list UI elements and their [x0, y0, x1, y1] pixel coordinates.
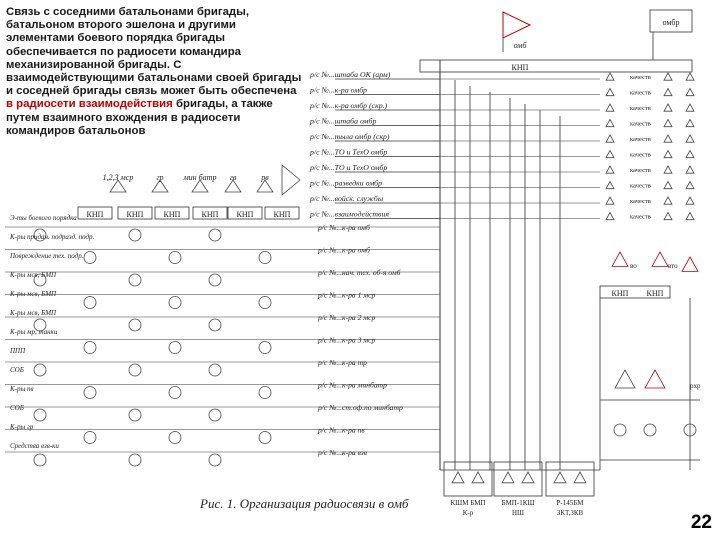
right-radio-node	[644, 424, 656, 436]
left-column-label: К-ры мсв, БМП	[10, 271, 57, 279]
radio-node-icon	[129, 454, 141, 466]
left-column-label: К-ры придан. подразд. подр.	[10, 233, 95, 241]
right-lower-triangle	[615, 370, 635, 388]
radio-node-icon	[209, 319, 221, 331]
radio-node-icon	[209, 274, 221, 286]
vehicle-sub-label: НШ	[511, 509, 525, 517]
right-triangle-icon	[606, 73, 614, 80]
right-triangle-icon-2	[664, 151, 672, 158]
right-triangle-icon-3	[686, 135, 694, 142]
intro-highlight: в радиосети взаимодействия	[6, 98, 173, 111]
radio-node-icon	[209, 364, 221, 376]
knp-box-label: КНП	[163, 210, 181, 219]
upper-net-label: р/с №...взаимодействия	[310, 209, 389, 219]
upper-net-label: р/с №...тыла омбр (скр)	[310, 132, 390, 141]
group-label: гв	[229, 173, 237, 182]
right-triangle-icon-2	[664, 135, 672, 142]
right-icon-label: качеств	[630, 120, 651, 128]
radio-node-icon	[129, 229, 141, 241]
vehicle-triangle	[554, 472, 566, 483]
right-triangle-icon-2	[664, 166, 672, 173]
radio-node-icon	[169, 297, 181, 309]
right-triangle-icon	[606, 182, 614, 189]
right-knp-label-2: КНП	[646, 289, 664, 298]
right-triangle-icon-2	[664, 182, 672, 189]
radio-node-icon	[259, 252, 271, 264]
group-flag-icon-big	[282, 165, 300, 195]
left-column-label: К-ры гр	[10, 423, 34, 431]
vehicle-sub-label: К-р	[462, 509, 474, 517]
knp-box-label: КНП	[201, 210, 219, 219]
rhz-label: рхр	[690, 382, 701, 390]
right-icon-label: качеств	[630, 167, 651, 174]
right-triangle-icon	[606, 213, 614, 220]
left-column-label: ППП	[10, 347, 26, 355]
radio-node-icon	[129, 364, 141, 376]
knp-top-label: КНП	[511, 63, 529, 72]
radio-node-icon	[209, 454, 221, 466]
knp-box-label: КНП	[236, 210, 254, 219]
radio-node-icon	[259, 342, 271, 354]
lower-net-label: р/с №...нач. тех. об-я омб	[318, 268, 401, 277]
lower-net-label: р/с №...к-ра взв	[318, 448, 368, 457]
lower-net-label: р/с №...к-ра пв	[318, 425, 365, 435]
radio-node-icon	[169, 432, 181, 444]
right-triangle-icon-3	[686, 182, 694, 189]
right-triangle-icon	[606, 197, 614, 204]
radio-node-icon	[259, 432, 271, 444]
right-triangle-icon-3	[686, 213, 694, 220]
vehicle-triangle	[502, 472, 514, 483]
right-triangle-icon	[606, 89, 614, 96]
radio-node-icon	[129, 409, 141, 421]
lower-net-label: р/с №...к-ра омб	[318, 245, 370, 255]
lower-net-label: р/с №...к-ра 3 мср	[318, 335, 376, 345]
vehicle-triangle-2	[472, 472, 484, 483]
vehicle-label: КШМ БМП	[450, 499, 486, 507]
vto2-triangle	[682, 257, 698, 271]
lower-net-label: р/с №...к-ра минбатр	[318, 380, 387, 390]
right-triangle-icon-3	[686, 151, 694, 158]
page-number: 22	[690, 512, 712, 533]
right-radio-node	[614, 424, 626, 436]
radio-node-icon	[84, 252, 96, 264]
vehicle-box	[444, 462, 492, 496]
lower-net-label: р/с №...к-ра 2 мср	[318, 313, 376, 322]
vehicle-label: Р-145БМ	[556, 499, 584, 507]
right-triangle-icon	[606, 120, 614, 127]
right-icon-label: качеств	[630, 89, 651, 97]
right-triangle-icon	[606, 166, 614, 173]
radio-node-icon	[84, 297, 96, 309]
radio-node-icon	[129, 274, 141, 286]
right-triangle-icon-2	[664, 120, 672, 127]
upper-net-label: р/с №...войск. службы	[310, 194, 384, 203]
knp-box-label: КНП	[126, 210, 144, 219]
group-label: рв	[261, 173, 269, 182]
vto-triangle	[652, 252, 668, 266]
radio-node-icon	[259, 297, 271, 309]
upper-net-label: р/с №...штаба ОК (арм)	[310, 70, 391, 79]
right-triangle-icon-2	[664, 89, 672, 96]
radio-node-icon	[129, 319, 141, 331]
left-column-label: К-ры мр, танки	[10, 328, 58, 336]
right-icon-label: качеств	[630, 198, 651, 205]
right-triangle-icon-2	[664, 104, 672, 111]
left-column-label: К-ры мсв, БМП	[10, 309, 57, 317]
lower-net-label: р/с №...к-ра 1 мср	[318, 290, 376, 300]
right-triangle-icon-3	[686, 89, 694, 96]
vehicle-triangle-2	[522, 472, 534, 483]
right-icon-label: качеств	[630, 105, 651, 112]
diagram-labels	[9, 18, 701, 517]
intro-paragraph-2a: С взаимодействующими батальонами своей бригады и соседней бригады связь может быть обеспечена	[6, 58, 302, 98]
intro-paragraph-2c: бригады, а также путем взаимного вхождения в радиосети командиров батальонов	[6, 98, 273, 137]
radio-node-icon	[34, 364, 46, 376]
group-label: гр	[156, 173, 164, 182]
right-triangle-icon-3	[686, 104, 694, 111]
group-label: 1,2,3 мср	[102, 173, 134, 182]
vehicle-label: БМП-1КШ	[501, 499, 535, 507]
radio-node-icon	[84, 432, 96, 444]
left-column-label: К-ры мсв, БМП	[10, 290, 57, 298]
radio-node-icon	[209, 229, 221, 241]
vo-label: во	[630, 262, 637, 270]
right-triangle-icon-3	[686, 120, 694, 127]
upper-net-label: р/с №...ТО и ТехО омбр	[310, 163, 388, 172]
knp-box-label: КНП	[273, 210, 291, 219]
left-column-label: Э-ты боевого порядка	[10, 214, 77, 222]
lower-net-label: р/с №...к-ра тр	[318, 358, 367, 367]
radio-node-icon	[169, 342, 181, 354]
left-column-label: СОБ	[10, 366, 24, 374]
upper-net-label: р/с №...к-ра омбр	[310, 85, 368, 95]
radio-node-icon	[169, 387, 181, 399]
radio-node-icon	[84, 342, 96, 354]
right-lower-triangle-2	[645, 370, 665, 388]
vehicle-box	[546, 462, 594, 496]
right-icon-label: качеств	[630, 182, 651, 190]
radio-node-icon	[169, 252, 181, 264]
vehicle-triangle	[452, 472, 464, 483]
right-icon-label: качеств	[630, 136, 651, 143]
vto-label: вто	[668, 262, 678, 270]
lower-net-label: р/с №...ст.оф.по минбатр	[318, 403, 403, 412]
upper-net-label: р/с №...ТО и ТехО омбр	[310, 147, 388, 157]
lower-net-label: р/с №...к-ра омб	[318, 223, 370, 232]
radio-node-icon	[34, 409, 46, 421]
knp-box-label: КНП	[86, 210, 104, 219]
right-triangle-icon	[606, 151, 614, 158]
right-triangle-icon	[606, 135, 614, 142]
omb-box-label: омбр	[662, 18, 680, 27]
right-triangle-icon-2	[664, 197, 672, 204]
radio-node-icon	[84, 387, 96, 399]
upper-net-label: р/с №...штаба омбр	[310, 116, 377, 126]
flag-label: омб	[513, 41, 527, 50]
vo-triangle	[612, 252, 628, 266]
right-triangle-icon-3	[686, 166, 694, 173]
right-triangle-icon-3	[686, 197, 694, 204]
knp-top-box	[420, 60, 692, 72]
left-column-label: К-ры пв	[10, 385, 34, 393]
right-icon-label: качеств	[630, 213, 651, 221]
right-icon-label: качеств	[630, 151, 651, 159]
figure-caption: Рис. 1. Организация радиосвязи в омб	[200, 496, 409, 511]
radio-node-icon	[209, 409, 221, 421]
upper-net-label: р/с №...к-ра омбр (скр.)	[310, 101, 388, 110]
radio-node-icon	[259, 387, 271, 399]
left-column-label: Средства взв-ки	[10, 442, 59, 450]
right-triangle-icon-2	[664, 213, 672, 220]
right-icon-label: качеств	[630, 74, 651, 81]
upper-net-label: р/с №...разведки омбр	[310, 178, 382, 188]
left-column-label: Повреждение тех. подр.	[10, 252, 84, 260]
right-triangle-icon-2	[664, 73, 672, 80]
vehicle-box	[494, 462, 542, 496]
right-triangle-icon	[606, 104, 614, 111]
group-label: мин батр	[183, 173, 217, 182]
vehicle-sub-label: ЗКТ,ЗКВ	[556, 509, 584, 517]
vehicle-triangle-2	[574, 472, 586, 483]
right-triangle-icon-3	[686, 73, 694, 80]
left-column-label: СОБ	[10, 404, 24, 412]
right-knp-label: КНП	[611, 289, 629, 298]
radio-node-icon	[34, 454, 46, 466]
intro-paragraph-1: Связь с соседними батальонами бригады, батальоном второго эшелона и другими элементами боевого порядка бригады обеспечивается по радиосети командира механизированной бригады.	[6, 6, 250, 71]
flag-icon	[503, 12, 530, 38]
